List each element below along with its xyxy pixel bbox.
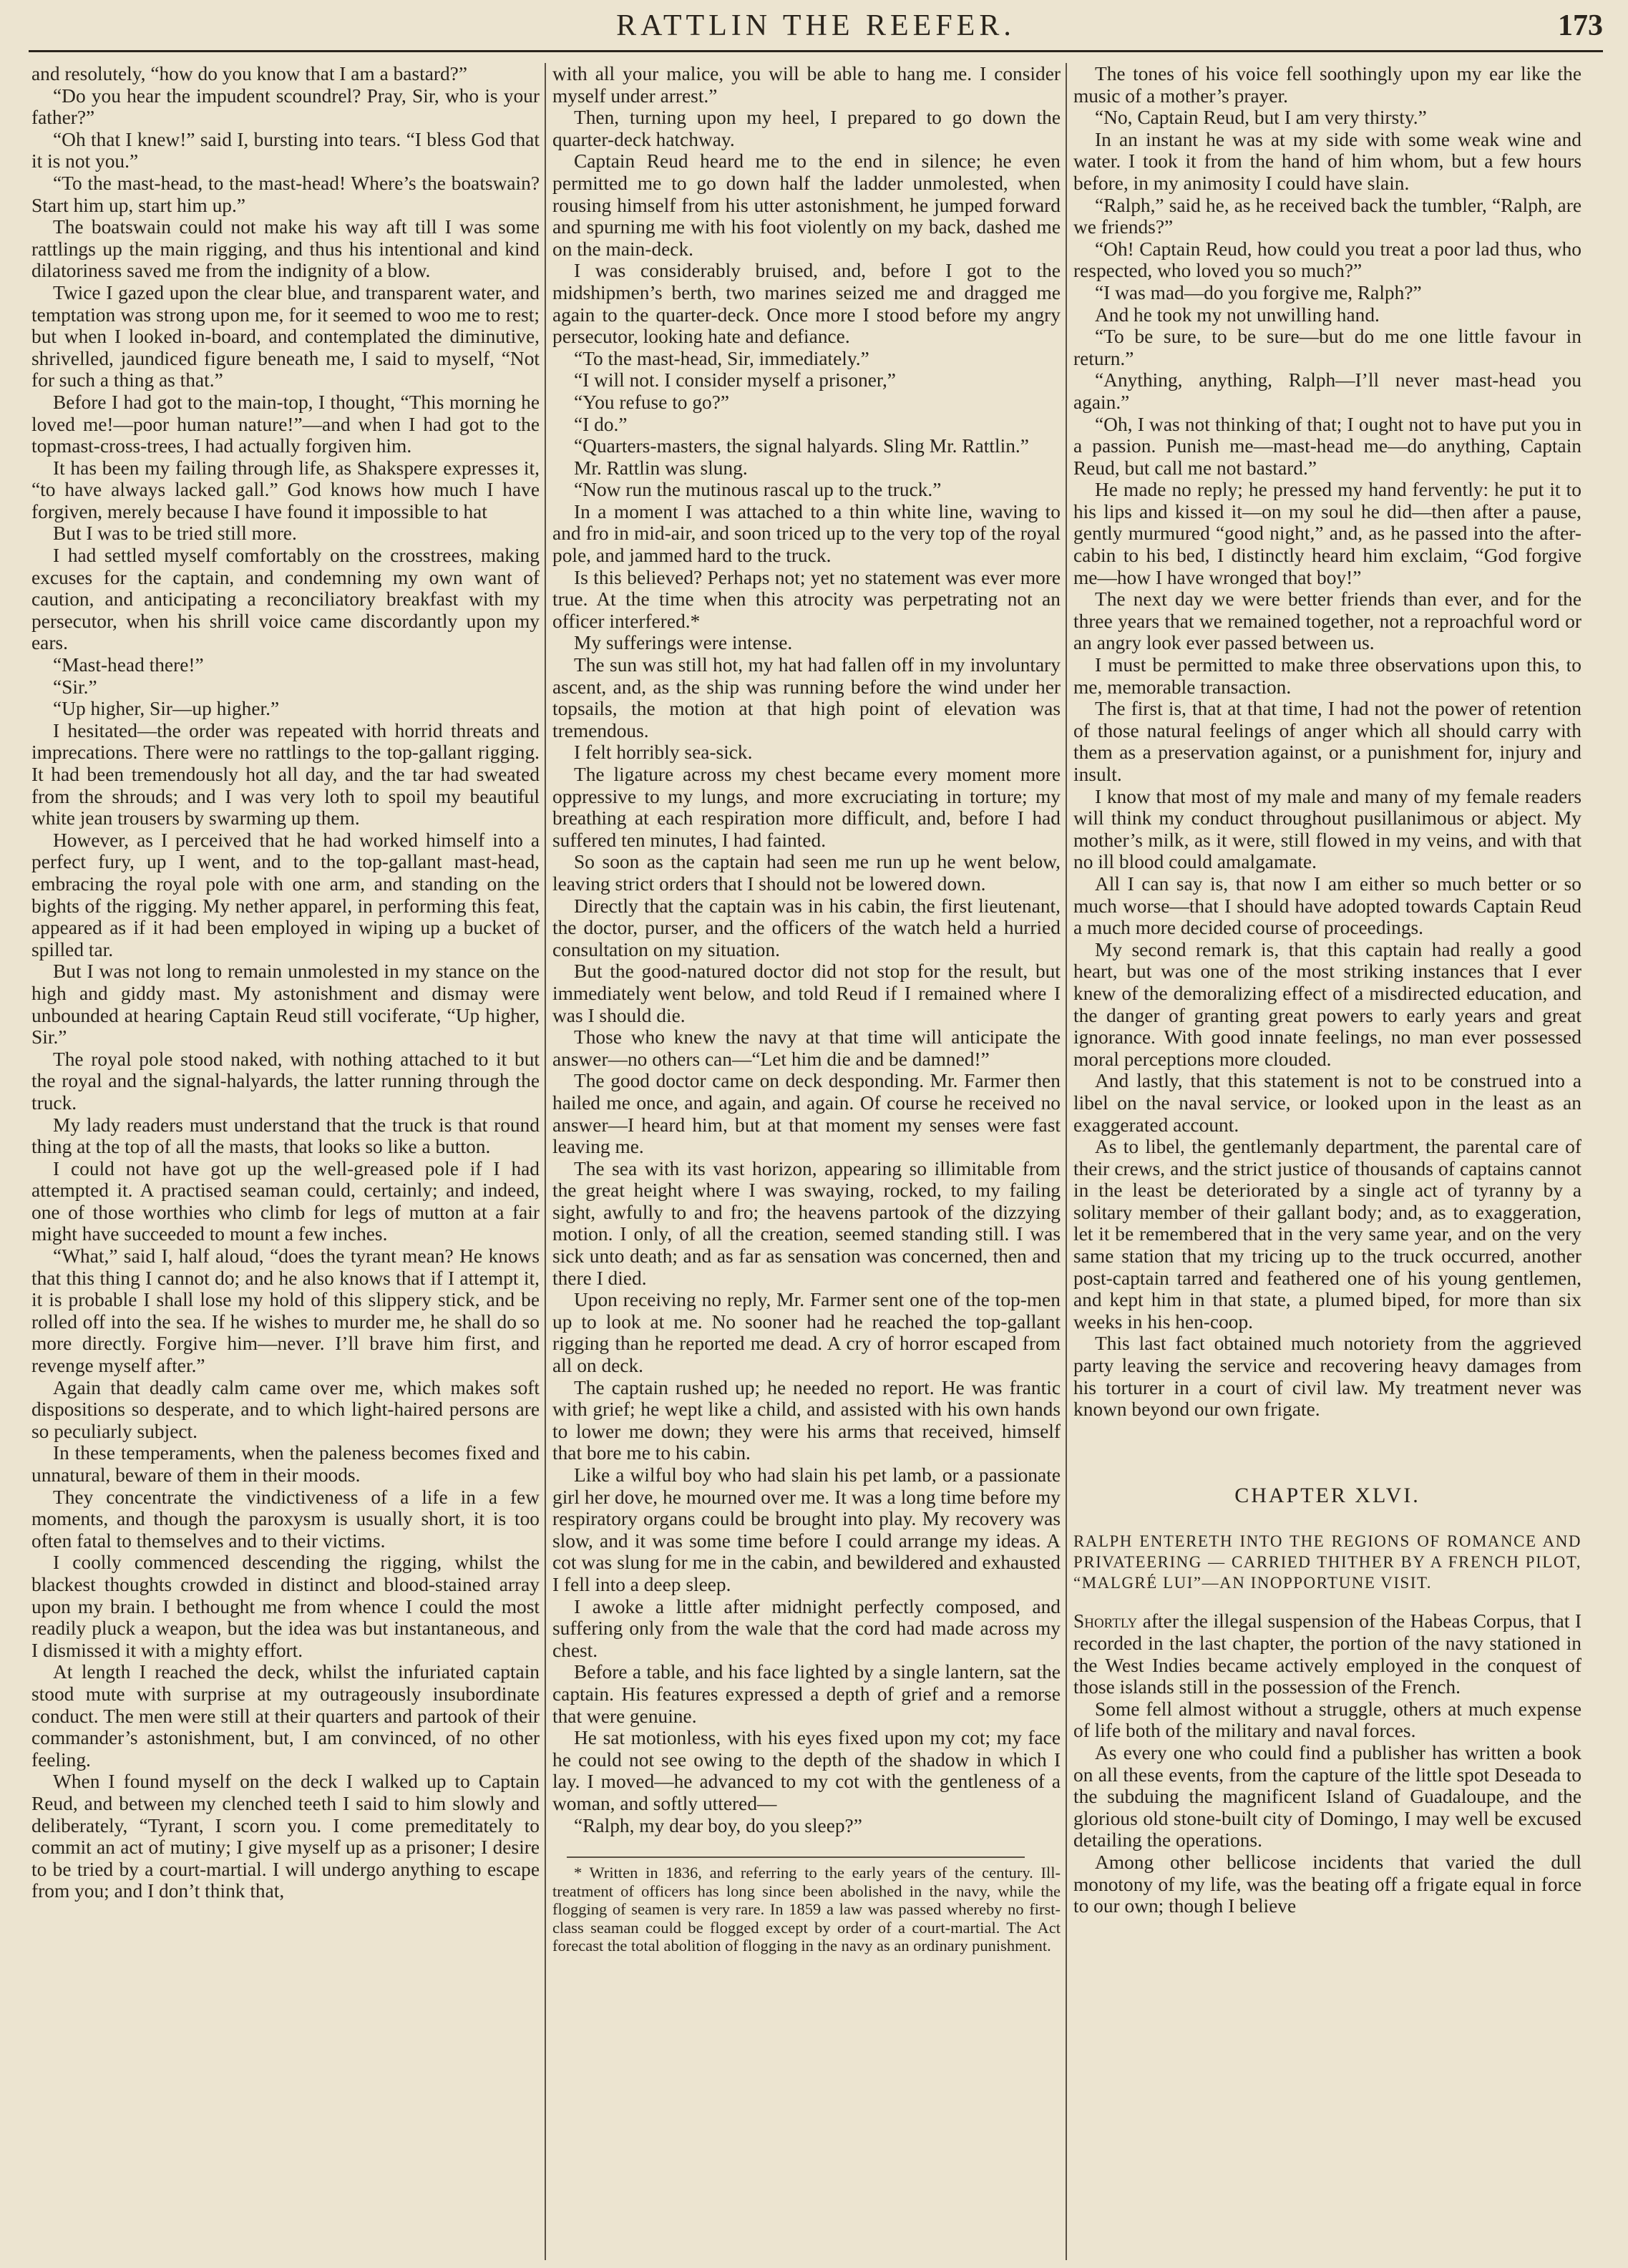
paragraph: “Ralph, my dear boy, do you sleep?”: [574, 1814, 862, 1836]
paragraph: I must be permitted to make three observations upon this, to me, memorable transaction.: [1073, 654, 1581, 698]
text-column-3: [1073, 63, 1581, 2257]
text-column-2: [552, 63, 1061, 2257]
paragraph: In these temperaments, when the paleness becomes fixed and unnatural, beware of them in their moods.: [31, 1442, 540, 1486]
paragraph: Upon receiving no reply, Mr. Farmer sent one of the top-men up to look at me. No sooner had he reached the top-gallant rigging than he reported me dead. A cry of horror escaped from all on deck.: [552, 1289, 1061, 1377]
paragraph: “Do you hear the impudent scoundrel? Pray, Sir, who is your father?”: [31, 84, 540, 129]
paragraph: In a moment I was attached to a thin white line, waving to and fro in mid-air, and soon triced up to the very top of the royal pole, and jammed hard to the truck.: [552, 500, 1061, 567]
paragraph-text: after the illegal suspension of the Habeas Corpus, that I recorded in the last chapter, the portion of the navy stationed in the West Indies became actively employed in the conquest of those islands still in the possession of the French.: [1073, 1610, 1581, 1698]
paragraph: “Quarters-masters, the signal halyards. Sling Mr. Rattlin.”: [574, 435, 1029, 457]
running-title: RATTLIN THE REEFER.: [616, 9, 1015, 42]
text-column-1: [31, 63, 540, 2257]
paragraph: The next day we were better friends than ever, and for the three years that we remained together, not a reproachful word or an angry look ever passed between us.: [1073, 588, 1581, 654]
footnote: * Written in 1836, and referring to the early years of the century. Ill-treatment of officers has long since been abolished in the navy, while the flogging of seamen is very rare. In 1859 a law was passed whereby no first-class seaman could be flogged except by order of a court-martial. The Act forecast the total abolition of flogging in the navy as an ordinary punishment.: [552, 1864, 1061, 1955]
chapter-summary: RALPH ENTERETH INTO THE REGIONS OF ROMANCE AND PRIVATEERING — CARRIED THITHER BY A FRENCH PILOT, “MALGRÉ LUI”—AN INOPPORTUNE VISIT.: [1073, 1532, 1581, 1592]
paragraph: The tones of his voice fell soothingly upon my ear like the music of a mother’s prayer.: [1073, 63, 1581, 107]
paragraph: “No, Captain Reud, but I am very thirsty.”: [1095, 107, 1427, 129]
paragraph: Twice I gazed upon the clear blue, and transparent water, and temptation was strong upon me, for it seemed to woo me to rest; but when I looked in-board, and contemplated the diminutive, shrivelled, jaundiced figure beneath me, I said to myself, “Not for such a thing as that.”: [31, 281, 540, 391]
paragraph: I had settled myself comfortably on the crosstrees, making excuses for the captain, and condemning my own want of caution, and anticipating a reconciliatory breakfast with my persecutor, when his shrill voice came discordantly upon my ears.: [31, 545, 540, 654]
paragraph: Then, turning upon my heel, I prepared to go down the quarter-deck hatchway.: [552, 107, 1061, 150]
paragraph: “I was mad—do you forgive me, Ralph?”: [1095, 281, 1422, 303]
paragraph: Among other bellicose incidents that varied the dull monotony of my life, was the beating off a frigate equal in force to our own; though I believe: [1073, 1851, 1581, 1917]
paragraph: “Oh, I was not thinking of that; I ought not to have put you in a passion. Punish me—mast-head me—do anything, Captain Reud, but call me not bastard.”: [1073, 413, 1581, 479]
paragraph: He sat motionless, with his eyes fixed upon my cot; my face he could not see owing to the depth of the shadow in which I lay. I moved—he advanced to my cot with the gentleness of a woman, and softly uttered—: [552, 1727, 1061, 1814]
paragraph: The good doctor came on deck desponding. Mr. Farmer then hailed me once, and again, and again. Of course he received no answer—I heard him, but at that moment my senses were fast leaving me.: [552, 1070, 1061, 1158]
paragraph: “Mast-head there!”: [53, 654, 204, 676]
paragraph: The boatswain could not make his way aft till I was some rattlings up the main rigging, and thus his intentional and kind dilatoriness saved me from the indignity of a blow.: [31, 216, 540, 282]
paragraph: “To the mast-head, Sir, immediately.”: [574, 347, 869, 369]
paragraph: Like a wilful boy who had slain his pet lamb, or a passionate girl her dove, he mourned over me. It was a long time before my respiratory organs could be brought into play. My recovery was slow, and it was some time before I could arrange my ideas. A cot was slung for me in the cabin, and bewildered and exhausted I fell into a deep sleep.: [552, 1464, 1061, 1595]
paragraph: “Anything, anything, Ralph—I’ll never mast-head you again.”: [1073, 369, 1581, 413]
paragraph: The captain rushed up; he needed no report. He was frantic with grief; he wept like a child, and assisted with his own hands to lower me down; they were his arms that received, himself that bore me to his cabin.: [552, 1376, 1061, 1464]
paragraph: The ligature across my chest became every moment more oppressive to my lungs, and more excruciating in torture; my breathing at each respiration more difficult, and, before I had suffered ten minutes, I had fainted.: [552, 764, 1061, 851]
paragraph: I felt horribly sea-sick.: [574, 741, 753, 764]
paragraph: I know that most of my male and many of my female readers will think my conduct throughout pusillanimous or abject. My mother’s milk, as it were, still flowed in my veins, and with that no ill blood could amalgamate.: [1073, 785, 1581, 873]
paragraph: So soon as the captain had seen me run up he went below, leaving strict orders that I should not be lowered down.: [552, 851, 1061, 895]
paragraph: As every one who could find a publisher has written a book on all these events, from the capture of the little spot Deseada to the subduing the magnificent Island of Guadaloupe, and the glorious old stone-built city of Domingo, I may well be excused detailing the operations.: [1073, 1741, 1581, 1851]
paragraph: My second remark is, that this captain had really a good heart, but was one of the most striking instances that I ever knew of the demoralizing effect of a misdirected education, and the danger of granting great powers to early years and great ignorance. With good innate feelings, no man ever possessed moral perceptions more clouded.: [1073, 938, 1581, 1070]
paragraph: “Now run the mutinous rascal up to the truck.”: [574, 479, 942, 501]
paragraph: and resolutely, “how do you know that I am a bastard?”: [31, 63, 467, 84]
paragraph: I could not have got up the well-greased pole if I had attempted it. A practised seaman could, certainly; and indeed, one of those worthies who climb for legs of mutton at a fair might have succeeded to mount a few inches.: [31, 1157, 540, 1245]
paragraph: “Oh! Captain Reud, how could you treat a poor lad thus, who respected, who loved you so much?”: [1073, 238, 1581, 282]
paragraph: I coolly commenced descending the rigging, whilst the blackest thoughts crowded in distinct and blood-stained array upon my brain. I bethought me from whence I could the most readily pluck a weapon, but the idea was but instantaneous, and I dismissed it with a mighty effort.: [31, 1552, 540, 1661]
paragraph: As to libel, the gentlemanly department, the parental care of their crews, and the strict justice of thousands of captains cannot in the least be deteriorated by a single act of tyranny by a solitary member of their gallant body; and, as to exaggeration, let it be remembered that in the very same year, and on the very same station that my tricing up to the truck occurred, another post-captain tarred and feathered one of his young gentlemen, and kept him in that state, a plumed biped, for more than six weeks in his hen-coop.: [1073, 1136, 1581, 1333]
paragraph: Is this believed? Perhaps not; yet no statement was ever more true. At the time when this atrocity was perpetrating not an officer interfered.*: [552, 566, 1061, 632]
paragraph: The sea with its vast horizon, appearing so illimitable from the great height where I was swaying, rocked, to my failing sight, awfully to and fro; the heavens partook of the dizzying motion. I only, of all the creation, seemed standing still. I was sick unto death; and as far as sensation was concerned, then and there I died.: [552, 1157, 1061, 1289]
paragraph: It has been my failing through life, as Shakspere expresses it, “to have always lacked gall.” God knows how much I have forgiven, merely because I have found it impossible to hat: [31, 457, 540, 522]
paragraph: But I was to be tried still more.: [53, 522, 297, 545]
paragraph: But I was not long to remain unmolested in my stance on the high and giddy mast. My astonishment and dismay were unbounded at hearing Captain Reud still vociferate, “Up higher, Sir.”: [31, 960, 540, 1048]
paragraph: “To the mast-head, to the mast-head! Where’s the boatswain? Start him up, start him up.”: [31, 172, 540, 216]
paragraph: with all your malice, you will be able to hang me. I consider myself under arrest.”: [552, 63, 1061, 107]
paragraph: At length I reached the deck, whilst the infuriated captain stood mute with surprise at my outrageously insubordinate conduct. The men were still at their quarters and partook of their commander’s astonishment, but, I am convinced, of no other feeling.: [31, 1661, 540, 1771]
paragraph: “I do.”: [574, 413, 628, 435]
paragraph: Some fell almost without a struggle, others at much expense of life both of the military and naval forces.: [1073, 1698, 1581, 1742]
paragraph: “Oh that I knew!” said I, bursting into tears. “I bless God that it is not you.”: [31, 128, 540, 172]
paragraph: All I can say is, that now I am either so much better or so much worse—that I should have adopted towards Captain Reud a much more decided course of proceedings.: [1073, 872, 1581, 939]
paragraph: I was considerably bruised, and, before I got to the midshipmen’s berth, two marines seized me and dragged me again to the quarter-deck. Once more I stood before my angry persecutor, looking hate and defiance.: [552, 260, 1061, 348]
chapter-heading: CHAPTER XLVI.: [1234, 1483, 1420, 1507]
paragraph: “You refuse to go?”: [574, 391, 730, 413]
paragraph: When I found myself on the deck I walked up to Captain Reud, and between my clenched teeth I said to him slowly and deliberately, “Tyrant, I scorn you. I come premeditately to commit an act of mutiny; I give myself up as a prisoner; I desire to be tried by a court-martial. I will undergo anything to escape from you; and I don’t think that,: [31, 1771, 540, 1902]
page-header: [29, 6, 1603, 56]
footnote-rule: [567, 1856, 1025, 1858]
paragraph: Before a table, and his face lighted by a single lantern, sat the captain. His features expressed a depth of grief and a remorse that were genuine.: [552, 1661, 1061, 1727]
paragraph: My lady readers must understand that the truck is that round thing at the top of all the masts, that looks so like a button.: [31, 1114, 540, 1158]
paragraph: I hesitated—the order was repeated with horrid threats and imprecations. There were no rattlings to the top-gallant rigging. It had been tremendously hot all day, and the tar had sweated from the shrouds; and I was very loth to spoil my beautiful white jean trousers by swarming up them.: [31, 719, 540, 829]
paragraph: The royal pole stood naked, with nothing attached to it but the royal and the signal-halyards, the latter running through the truck.: [31, 1048, 540, 1114]
paragraph: Those who knew the navy at that time will anticipate the answer—no others can—“Let him die and be damned!”: [552, 1026, 1061, 1070]
page-number: 173: [1558, 9, 1603, 42]
paragraph: [1073, 1610, 1581, 1698]
paragraph: This last fact obtained much notoriety from the aggrieved party leaving the service and recovering heavy damages from his torturer in a court of civil law. My treatment never was known beyond our own frigate.: [1073, 1333, 1581, 1421]
paragraph: But the good-natured doctor did not stop for the result, but immediately went below, and told Reud if I remained where I was I should die.: [552, 960, 1061, 1026]
paragraph: They concentrate the vindictiveness of a life in a few moments, and though the paroxysm is usually short, it is too often fatal to themselves and to their victims.: [31, 1486, 540, 1552]
paragraph: “I will not. I consider myself a prisoner,”: [574, 369, 896, 391]
paragraph: “To be sure, to be sure—but do me one little favour in return.”: [1073, 326, 1581, 369]
header-rule: [29, 50, 1603, 52]
column-divider: [1066, 63, 1067, 2260]
paragraph: And he took my not unwilling hand.: [1095, 303, 1380, 326]
paragraph: Before I had got to the main-top, I thought, “This morning he loved me!—poor human nature!”—and when I had got to the topmast-cross-trees, I had actually forgiven him.: [31, 391, 540, 457]
paragraph: “What,” said I, half aloud, “does the tyrant mean? He knows that this thing I cannot do; and he also knows that if I attempt it, it is probable I shall lose my hold of this slippery stick, and be rolled off into the sea. If he wishes to murder me, he shall do so more directly. Forgive him—never. I’ll brave him first, and revenge myself after.”: [31, 1245, 540, 1377]
paragraph: “Sir.”: [53, 676, 97, 698]
paragraph: Directly that the captain was in his cabin, the first lieutenant, the doctor, purser, and the officers of the watch held a hurried consultation on my situation.: [552, 895, 1061, 960]
paragraph: “Up higher, Sir—up higher.”: [53, 698, 280, 720]
paragraph: Again that deadly calm came over me, which makes soft dispositions so desperate, and to which light-haired persons are so peculiarly subject.: [31, 1376, 540, 1442]
paragraph: And lastly, that this statement is not to be construed into a libel on the naval service, or looked upon in the least as an exaggerated account.: [1073, 1070, 1581, 1136]
paragraph: Mr. Rattlin was slung.: [574, 457, 748, 479]
paragraph: My sufferings were intense.: [574, 632, 793, 654]
paragraph: The first is, that at that time, I had not the power of retention of those natural feelings of anger which all should carry with them as a preservation against, or a punishment for, injury and insult.: [1073, 698, 1581, 785]
paragraph: The sun was still hot, my hat had fallen off in my involuntary ascent, and, as the ship was running before the wind under her topsails, the motion at that high point of elevation was tremendous.: [552, 654, 1061, 741]
paragraph: “Ralph,” said he, as he received back the tumbler, “Ralph, are we friends?”: [1073, 194, 1581, 238]
paragraph: In an instant he was at my side with some weak wine and water. I took it from the hand of him whom, but a few hours before, in my animosity I could have slain.: [1073, 128, 1581, 194]
column-divider: [545, 63, 546, 2260]
paragraph: Captain Reud heard me to the end in silence; he even permitted me to go down half the ladder unmolested, when rousing himself from his utter astonishment, he jumped forward and spurning me with his foot violently on my back, dashed me on the main-deck.: [552, 150, 1061, 260]
paragraph: However, as I perceived that he had worked himself into a perfect fury, up I went, and to the top-gallant mast-head, embracing the royal pole with one arm, and standing on the bights of the rigging. My nether apparel, in performing this feat, appeared as if it had been employed in wiping up a bucket of spilled tar.: [31, 829, 540, 960]
paragraph: I awoke a little after midnight perfectly composed, and suffering only from the wale that the cord had made across my chest.: [552, 1595, 1061, 1661]
chapter-lead-word: Shortly: [1073, 1610, 1138, 1632]
paragraph: He made no reply; he pressed my hand fervently: he put it to his lips and kissed it—on my soul he did—then after a pause, gently murmured “good night,” and, as he passed into the after-cabin to his bed, I distinctly heard him exclaim, “God forgive me—how I have wronged that boy!”: [1073, 479, 1581, 588]
